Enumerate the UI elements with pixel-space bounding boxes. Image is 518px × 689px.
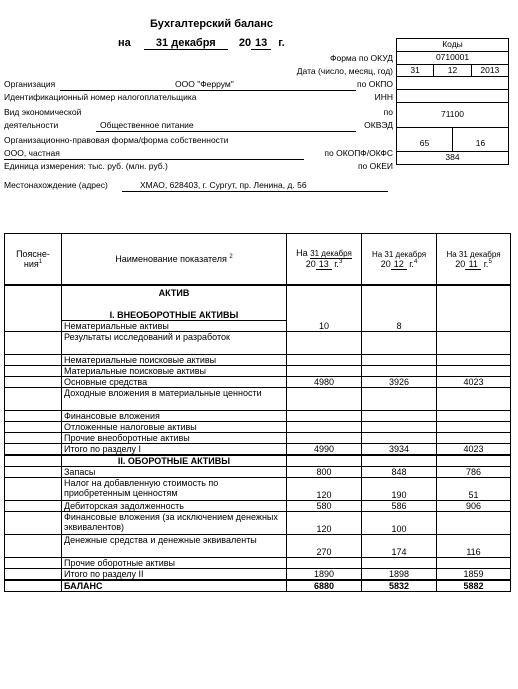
value-2012: 586 <box>362 501 437 512</box>
value-2011 <box>437 332 511 355</box>
value-2012 <box>362 366 437 377</box>
date-day-month: 31 декабря <box>144 37 228 50</box>
row-name: Прочие внеоборотные активы <box>62 433 287 444</box>
value-2013: 120 <box>287 512 362 535</box>
row-name: Денежные средства и денежные эквиваленты <box>62 535 287 558</box>
value-2012: 5832 <box>362 580 437 592</box>
value-2011: 5882 <box>437 580 511 592</box>
value-2011: 116 <box>437 535 511 558</box>
code-okei: 384 <box>445 152 460 163</box>
value-2012 <box>362 355 437 366</box>
section-1-title: I. ВНЕОБОРОТНЫЕ АКТИВЫ <box>109 310 239 320</box>
notes-cell <box>5 512 62 535</box>
notes-cell <box>5 569 62 581</box>
value-2012: 3934 <box>362 444 437 456</box>
org-value: ООО "Феррум" <box>175 79 234 89</box>
label-okved: ОКВЭД <box>364 120 393 130</box>
value-2011: 786 <box>437 467 511 478</box>
activity-value: Общественное питание <box>100 120 194 130</box>
notes-cell <box>5 580 62 592</box>
value-2012: 8 <box>362 285 437 332</box>
value-2012 <box>362 433 437 444</box>
table-row <box>5 569 511 581</box>
table-row <box>5 332 511 355</box>
table-row <box>5 355 511 366</box>
col-2013: На 31 декабря 20 13 г.$^3$ <box>287 234 362 286</box>
notes-cell <box>5 433 62 444</box>
notes-cell <box>5 422 62 433</box>
notes-cell <box>5 355 62 366</box>
value-2013: 4980 <box>287 377 362 388</box>
label-inn: ИНН <box>374 92 393 102</box>
label-legal-form: Организационно-правовая форма/форма собственности <box>4 135 229 145</box>
table-row <box>5 366 511 377</box>
row-name: Финансовые вложения (за исключением денежных эквивалентов) <box>62 512 287 535</box>
code-inn <box>397 90 508 102</box>
value-2013: 4990 <box>287 444 362 456</box>
row-name: Нематериальные активы <box>62 321 287 332</box>
value-2012: 1898 <box>362 569 437 581</box>
row-name: Отложенные налоговые активы <box>62 422 287 433</box>
table-row <box>5 512 511 535</box>
value-2011 <box>437 355 511 366</box>
date-year-prefix: 20 <box>238 37 252 49</box>
value-2012: 848 <box>362 467 437 478</box>
table-row <box>5 377 511 388</box>
code-date-month: 12 <box>433 65 470 77</box>
value-2012: 3926 <box>362 377 437 388</box>
value-2012: 174 <box>362 535 437 558</box>
date-suffix: г. <box>278 37 285 49</box>
value-2013: 120 <box>287 478 362 501</box>
value-2011: 51 <box>437 478 511 501</box>
value-2013: 1890 <box>287 569 362 581</box>
value-2011 <box>437 388 511 411</box>
value-2011: 4023 <box>437 377 511 388</box>
label-okopf: по ОКОПФ/ОКФС <box>324 148 393 158</box>
section-2-title: II. ОБОРОТНЫЕ АКТИВЫ <box>62 455 287 467</box>
label-okei: по ОКЕИ <box>357 161 393 171</box>
location-value: ХМАО, 628403, г. Сургут, пр. Ленина, д. 56 <box>140 180 307 190</box>
table-row <box>5 444 511 456</box>
value-2013 <box>287 433 362 444</box>
notes-cell <box>5 467 62 478</box>
section-aktiv: АКТИВ I. ВНЕОБОРОТНЫЕ АКТИВЫ <box>62 285 287 321</box>
row-name: Доходные вложения в материальные ценности <box>62 388 287 411</box>
value-2013: 270 <box>287 535 362 558</box>
code-okud: 0710001 <box>435 51 470 62</box>
value-2011: 1859 <box>437 569 511 581</box>
value-2012 <box>362 422 437 433</box>
notes-cell <box>5 377 62 388</box>
code-okfs: 16 <box>452 128 508 152</box>
section-aktiv-row <box>5 285 511 321</box>
label-form-okud: Форма по ОКУД <box>330 53 393 63</box>
notes-cell <box>5 558 62 569</box>
row-name: Нематериальные поисковые активы <box>62 355 287 366</box>
value-2013: 800 <box>287 467 362 478</box>
date-prefix: на <box>118 37 131 49</box>
label-date: Дата (число, месяц, год) <box>296 66 393 76</box>
table-row <box>5 535 511 558</box>
document-title: Бухгалтерский баланс <box>150 18 274 30</box>
value-2012 <box>362 388 437 411</box>
row-name: Результаты исследований и разработок <box>62 332 287 355</box>
table-row <box>5 422 511 433</box>
code-date-year: 2013 <box>471 65 508 77</box>
table-row <box>5 478 511 501</box>
code-date-day: 31 <box>410 64 420 75</box>
value-2011 <box>437 366 511 377</box>
value-2011 <box>437 422 511 433</box>
row-name: Итого по разделу I <box>62 444 287 456</box>
col-2012: На 31 декабря 20 12 г.$^4$ <box>362 234 437 286</box>
code-okpo <box>397 77 508 89</box>
col-name: Наименование показателя $^2$ <box>62 234 287 286</box>
row-name: Основные средства <box>62 377 287 388</box>
value-2013 <box>287 558 362 569</box>
value-2013: 10 <box>287 285 362 332</box>
row-name: Финансовые вложения <box>62 411 287 422</box>
section-2-row <box>5 455 511 467</box>
value-2011 <box>437 285 511 332</box>
label-unit: Единица измерения: тыс. руб. (млн. руб.) <box>4 161 168 171</box>
value-2012: 190 <box>362 478 437 501</box>
value-2012 <box>362 411 437 422</box>
value-2012 <box>362 332 437 355</box>
label-org: Организация <box>4 79 56 89</box>
label-activity-2: деятельности <box>4 120 59 130</box>
label-activity-1: Вид экономической <box>4 107 82 117</box>
row-name: Итого по разделу II <box>62 569 287 581</box>
code-okved: 71100 <box>440 108 464 119</box>
value-2013 <box>287 422 362 433</box>
col-2011: На 31 декабря 20 11 г.$^5$ <box>437 234 511 286</box>
notes-cell <box>5 478 62 501</box>
table-row <box>5 388 511 411</box>
row-name: Запасы <box>62 467 287 478</box>
table-row <box>5 433 511 444</box>
notes-cell <box>5 366 62 377</box>
notes-cell <box>5 535 62 558</box>
code-okopf: 65 <box>419 137 430 148</box>
notes-cell <box>5 501 62 512</box>
label-inn-full: Идентификационный номер налогоплательщика <box>4 92 197 102</box>
balance-table <box>4 233 511 592</box>
value-2012 <box>362 558 437 569</box>
table-row <box>5 501 511 512</box>
value-2013 <box>287 355 362 366</box>
table-row <box>5 467 511 478</box>
value-2013 <box>287 388 362 411</box>
value-2011 <box>437 512 511 535</box>
value-2013: 6880 <box>287 580 362 592</box>
value-2013: 580 <box>287 501 362 512</box>
label-po: по <box>383 107 393 117</box>
table-row <box>5 580 511 592</box>
label-location: Местонахождение (адрес) <box>4 180 108 190</box>
value-2013 <box>287 332 362 355</box>
value-2013 <box>287 366 362 377</box>
notes-cell <box>5 332 62 355</box>
codes-box <box>396 38 509 165</box>
row-name: БАЛАНС <box>62 580 287 592</box>
value-2011: 906 <box>437 501 511 512</box>
row-name: Дебиторская задолженность <box>62 501 287 512</box>
notes-cell <box>5 444 62 456</box>
value-2011 <box>437 433 511 444</box>
row-name: Налог на добавленную стоимость по приобретенным ценностям <box>62 478 287 501</box>
value-2012: 100 <box>362 512 437 535</box>
notes-cell <box>5 411 62 422</box>
value-2013 <box>287 411 362 422</box>
table-row <box>5 411 511 422</box>
table-row <box>5 558 511 569</box>
legal-value: ООО, частная <box>4 148 60 158</box>
col-notes: Поясне-ния$^1$ <box>5 234 62 286</box>
value-2011: 4023 <box>437 444 511 456</box>
value-2011 <box>437 411 511 422</box>
label-okpo: по ОКПО <box>357 79 393 89</box>
row-name: Прочие оборотные активы <box>62 558 287 569</box>
notes-cell <box>5 388 62 411</box>
date-line <box>118 37 285 50</box>
codes-header: Коды <box>442 39 463 49</box>
date-year: 13 <box>251 37 271 50</box>
row-name: Материальные поисковые активы <box>62 366 287 377</box>
value-2011 <box>437 558 511 569</box>
